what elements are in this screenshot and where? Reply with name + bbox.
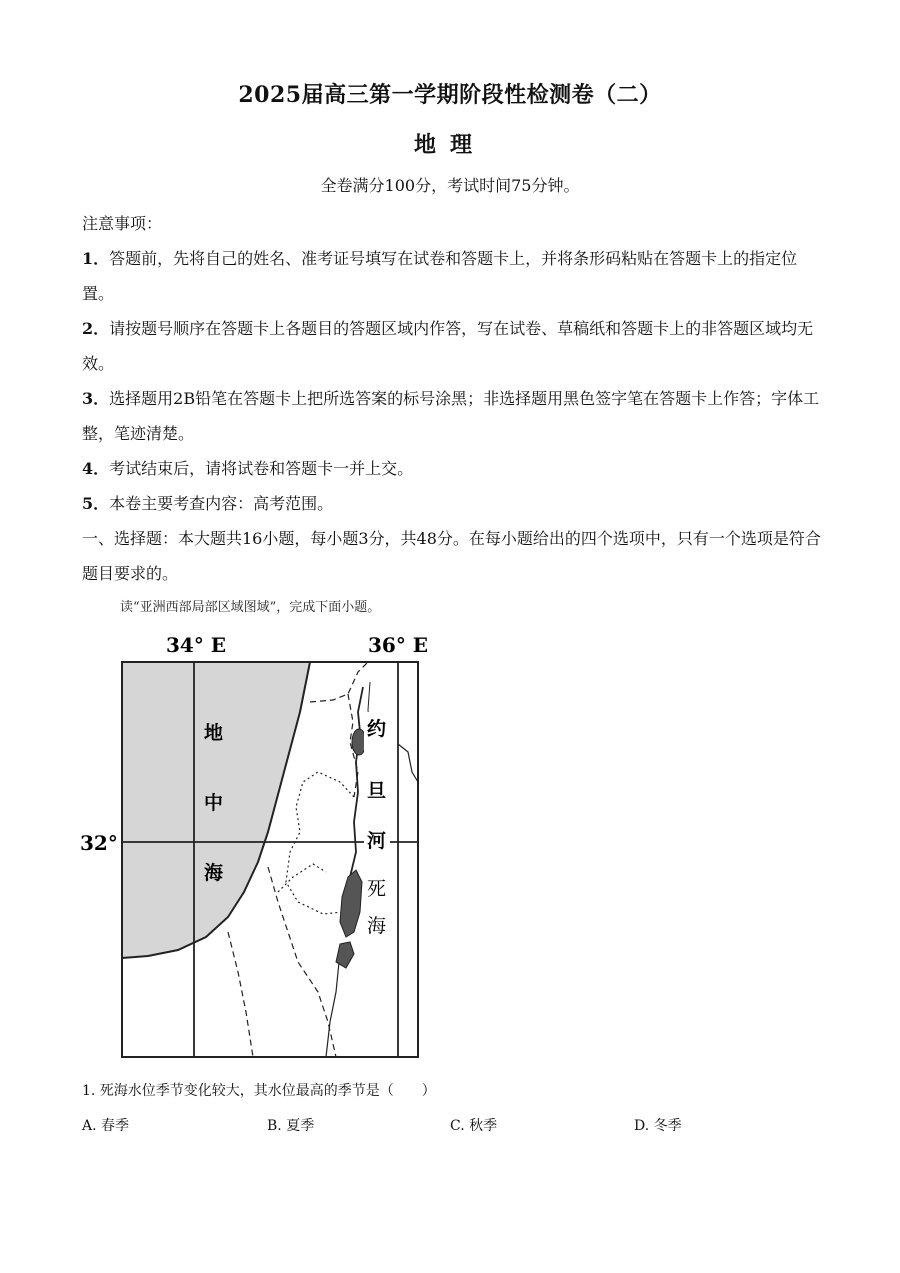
note-number: 1． bbox=[82, 249, 110, 268]
sea-of-galilee bbox=[352, 729, 366, 755]
deadsea-label-1: 死 bbox=[367, 878, 387, 900]
note-item bbox=[82, 381, 822, 451]
option-d[interactable]: D. 冬季 bbox=[634, 1118, 682, 1134]
note-text: 选择题用2B铅笔在答题卡上把所选答案的标号涂黑；非选择题用黑色签字笔在答题卡上作答；字体工整，笔迹清楚。 bbox=[82, 389, 820, 443]
sea-label-3: 海 bbox=[204, 862, 224, 884]
note-text: 请按题号顺序在答题卡上各题目的答题区域内作答，写在试卷、草稿纸和答题卡上的非答题区域均无效。 bbox=[82, 319, 814, 373]
note-number: 4． bbox=[82, 459, 110, 478]
river-label-2: 旦 bbox=[367, 780, 387, 802]
sea-label-2: 中 bbox=[204, 792, 224, 814]
note-number: 3． bbox=[82, 389, 110, 408]
notes-section bbox=[82, 206, 822, 591]
note-number: 5． bbox=[82, 494, 110, 513]
exam-meta: 全卷满分100分，考试时间75分钟。 bbox=[320, 176, 580, 195]
option-b[interactable]: B. 夏季 bbox=[267, 1118, 315, 1134]
option-a[interactable]: A. 春季 bbox=[82, 1118, 130, 1134]
lon-label-left: 34° E bbox=[166, 633, 227, 657]
note-text: 答题前，先将自己的姓名、准考证号填写在试卷和答题卡上，并将条形码粘贴在答题卡上的指定位置。 bbox=[82, 249, 798, 303]
lon-label-right: 36° E bbox=[368, 633, 428, 657]
note-item bbox=[82, 241, 822, 311]
map-intro: 读“亚洲西部局部区域图域”，完成下面小题。 bbox=[120, 600, 381, 615]
note-item bbox=[82, 311, 822, 381]
note-item bbox=[82, 486, 822, 521]
river-label-1: 约 bbox=[367, 718, 387, 740]
exam-title: 2025届高三第一学期阶段性检测卷（二） bbox=[238, 82, 662, 108]
section-heading: 一、选择题：本大题共16小题，每小题3分，共48分。在每小题给出的四个选项中，只有一个选项是符合题目要求的。 bbox=[82, 529, 821, 583]
note-number: 2． bbox=[82, 319, 110, 338]
note-text: 本卷主要考查内容：高考范围。 bbox=[109, 494, 334, 513]
deadsea-label-2: 海 bbox=[367, 915, 387, 937]
sea-label-1: 地 bbox=[204, 722, 224, 744]
notes-heading: 注意事项： bbox=[82, 214, 163, 233]
question-stem: 1. 死海水位季节变化较大，其水位最高的季节是（ ） bbox=[82, 1083, 436, 1099]
region-map bbox=[78, 632, 428, 1062]
option-c[interactable]: C. 秋季 bbox=[450, 1118, 498, 1134]
note-text: 考试结束后，请将试卷和答题卡一并上交。 bbox=[109, 459, 414, 478]
subject-title: 地理 bbox=[413, 132, 486, 158]
lat-label: 32° bbox=[80, 831, 118, 855]
river-label-3: 河 bbox=[367, 830, 387, 852]
note-item bbox=[82, 451, 822, 486]
